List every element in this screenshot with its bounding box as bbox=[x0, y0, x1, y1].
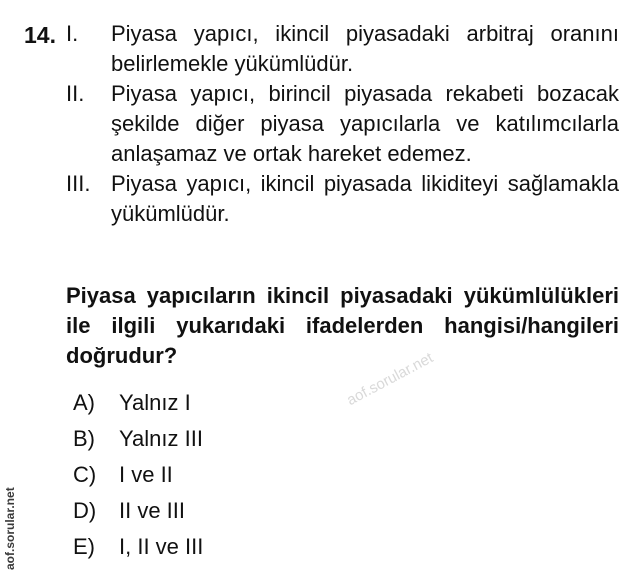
option-a[interactable] bbox=[73, 388, 203, 424]
option-letter: A) bbox=[73, 390, 95, 415]
statement-text: Piyasa yapıcı, ikincil piyasadaki arbitraj oranını belirlemekle yükümlüdür. bbox=[111, 21, 619, 76]
question-number: 14. bbox=[24, 22, 56, 48]
option-e[interactable] bbox=[73, 532, 203, 568]
option-letter: E) bbox=[73, 534, 95, 559]
option-letter: C) bbox=[73, 462, 97, 487]
answer-options bbox=[73, 388, 203, 568]
question-stem: Piyasa yapıcıların ikincil piyasadaki yükümlülükleri ile ilgili yukarıdaki ifadelerden hangisi/hangileri doğrudur? bbox=[66, 283, 619, 368]
option-d[interactable] bbox=[73, 496, 203, 532]
watermark-center: aof.sorular.net bbox=[344, 349, 436, 409]
option-text: II ve III bbox=[119, 498, 186, 523]
statement-3 bbox=[66, 169, 619, 229]
statement-numeral: II. bbox=[66, 81, 85, 106]
statement-text: Piyasa yapıcı, birincil piyasada rekabeti bozacak şekilde diğer piyasa yapıcılarla ve katılımcılarla anlaşamaz ve ortak hareket edemez. bbox=[111, 81, 619, 166]
option-b[interactable] bbox=[73, 424, 203, 460]
statement-numeral: III. bbox=[66, 171, 91, 196]
statement-list bbox=[66, 19, 619, 229]
watermark-side: aof.sorular.net bbox=[3, 487, 17, 570]
option-c[interactable] bbox=[73, 460, 203, 496]
statement-2 bbox=[66, 79, 619, 169]
option-letter: D) bbox=[73, 498, 97, 523]
option-text: Yalnız III bbox=[119, 426, 203, 451]
option-letter: B) bbox=[73, 426, 95, 451]
statement-text: Piyasa yapıcı, ikincil piyasada likiditeyi sağlamakla yükümlüdür. bbox=[111, 171, 619, 226]
statement-1 bbox=[66, 19, 619, 79]
option-text: I ve II bbox=[119, 462, 173, 487]
option-text: I, II ve III bbox=[119, 534, 204, 559]
statement-numeral: I. bbox=[66, 21, 79, 46]
option-text: Yalnız I bbox=[119, 390, 191, 415]
